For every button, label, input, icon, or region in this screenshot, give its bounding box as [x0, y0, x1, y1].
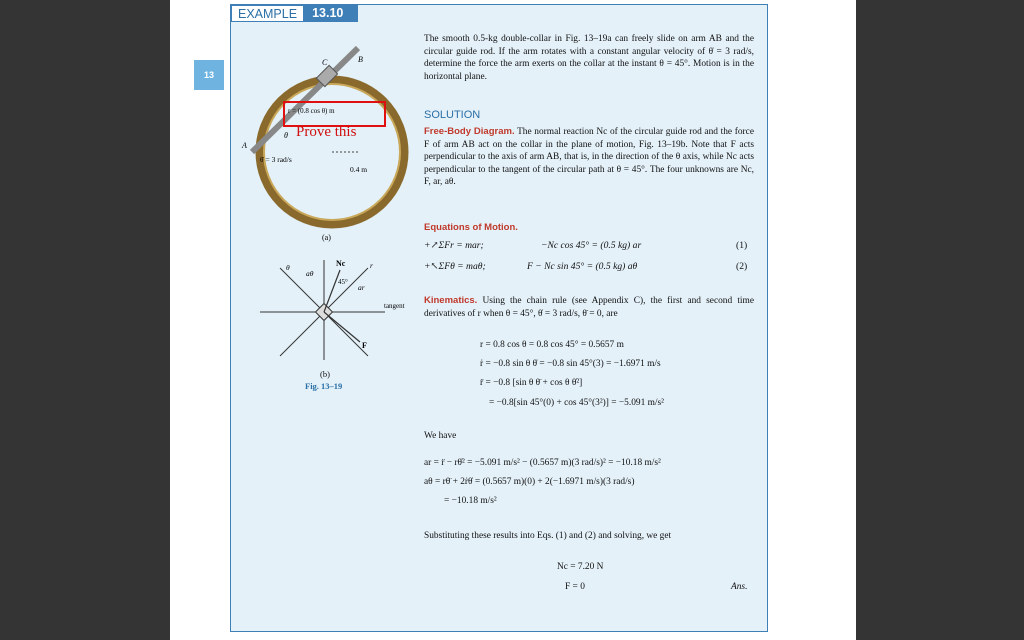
label-r: r = (0.8 cos θ) m	[288, 107, 335, 115]
fbd-45: 45°	[338, 278, 348, 286]
kin-text: Using the chain rule (see Appendix C), the first and second time derivatives of r when θ = 45°, θ̇ = 3 rad/s, θ̈ = 0, are	[424, 296, 754, 319]
eom-num-2: (2)	[736, 261, 748, 272]
label-a: A	[242, 141, 247, 150]
eom-rhs-1: −Nc cos 45° = (0.5 kg) ar	[541, 240, 642, 251]
kin-title: Kinematics.	[424, 295, 478, 306]
label-radius: 0.4 m	[350, 165, 368, 174]
problem-statement: The smooth 0.5-kg double-collar in Fig. 13–19a can freely slide on arm AB and the circular guide rod. If the arm rotates with a constant angular velocity of θ̇ = 3 rad/s, determine the force the arm exerts on the collar at the instant θ = 45°. Motion is in the horizontal plane.	[424, 34, 754, 82]
label-c: C	[322, 58, 328, 67]
fbd-text: The normal reaction Nc of the circular guide rod and the force F of arm AB act on the collar in the plane of motion, Fig. 13–19b. Note that F acts perpendicular to the axis of arm AB, that is, in the direction of the θ axis, while Nc acts perpendicular to the tangent of the circular path at θ = 45°. The four unknowns are Nc, F, ar, aθ.	[424, 127, 754, 188]
kin-row-2: ṙ = −0.8 sin θ θ̇ = −0.8 sin 45°(3) = −1.6971 m/s	[480, 359, 661, 369]
fbd-tangent: tangent	[384, 302, 405, 310]
label-theta: θ	[284, 131, 288, 140]
figure-label: Fig. 13–19	[305, 381, 343, 391]
fbd-atheta: aθ	[306, 269, 314, 278]
acc-row-3: = −10.18 m/s²	[444, 496, 497, 506]
eom-lhs-2: +↖ΣFθ = maθ;	[424, 261, 486, 272]
label-b: B	[358, 55, 363, 64]
kin-row-4: = −0.8[sin 45°(0) + cos 45°(3²)] = −5.091 m/s²	[489, 398, 664, 408]
acc-row-1: ar = r̈ − rθ̇² = −5.091 m/s² − (0.5657 m)(3 rad/s)² = −10.18 m/s²	[424, 458, 661, 468]
fbd-paragraph	[424, 126, 754, 189]
fbd-r: r	[370, 261, 373, 270]
nc-arrow	[324, 270, 340, 312]
fbd-theta: θ	[286, 263, 290, 272]
fbd-title: Free-Body Diagram.	[424, 126, 515, 137]
we-have: We have	[424, 431, 457, 441]
example-label: EXAMPLE	[231, 5, 304, 22]
caption-a: (a)	[322, 233, 331, 242]
annotation-text: Prove this	[296, 124, 357, 140]
answer-mark: Ans.	[731, 582, 748, 592]
result-nc: Nc = 7.20 N	[557, 562, 604, 572]
eom-lhs-1: +↗ΣFr = mar;	[424, 240, 484, 251]
figure-a	[240, 40, 415, 250]
fbd-f: F	[362, 341, 367, 350]
eom-num-1: (1)	[736, 240, 748, 251]
f-arrow	[324, 312, 360, 342]
kinematics-paragraph	[424, 295, 754, 320]
chapter-tab: 13	[194, 60, 224, 90]
figure-b	[240, 250, 420, 400]
example-number: 13.10	[304, 5, 358, 22]
kin-row-1: r = 0.8 cos θ = 0.8 cos 45° = 0.5657 m	[480, 340, 624, 350]
fbd-nc: Nc	[336, 259, 346, 268]
caption-b: (b)	[320, 369, 330, 379]
result-f: F = 0	[565, 582, 585, 592]
kin-row-3: r̈ = −0.8 [sin θ θ̈ + cos θ θ̇²]	[480, 378, 583, 388]
acc-row-2: aθ = rθ̈ + 2ṙθ̇ = (0.5657 m)(0) + 2(−1.6971 m/s)(3 rad/s)	[424, 477, 635, 487]
label-omega: θ̇ = 3 rad/s	[260, 155, 292, 164]
eom-rhs-2: F − Nc sin 45° = (0.5 kg) aθ	[527, 261, 638, 272]
fbd-ar: ar	[358, 283, 365, 292]
eom-title: Equations of Motion.	[424, 222, 518, 233]
solution-heading: SOLUTION	[424, 109, 481, 121]
example-header	[231, 5, 358, 22]
substitution-text: Substituting these results into Eqs. (1) and (2) and solving, we get	[424, 531, 672, 541]
